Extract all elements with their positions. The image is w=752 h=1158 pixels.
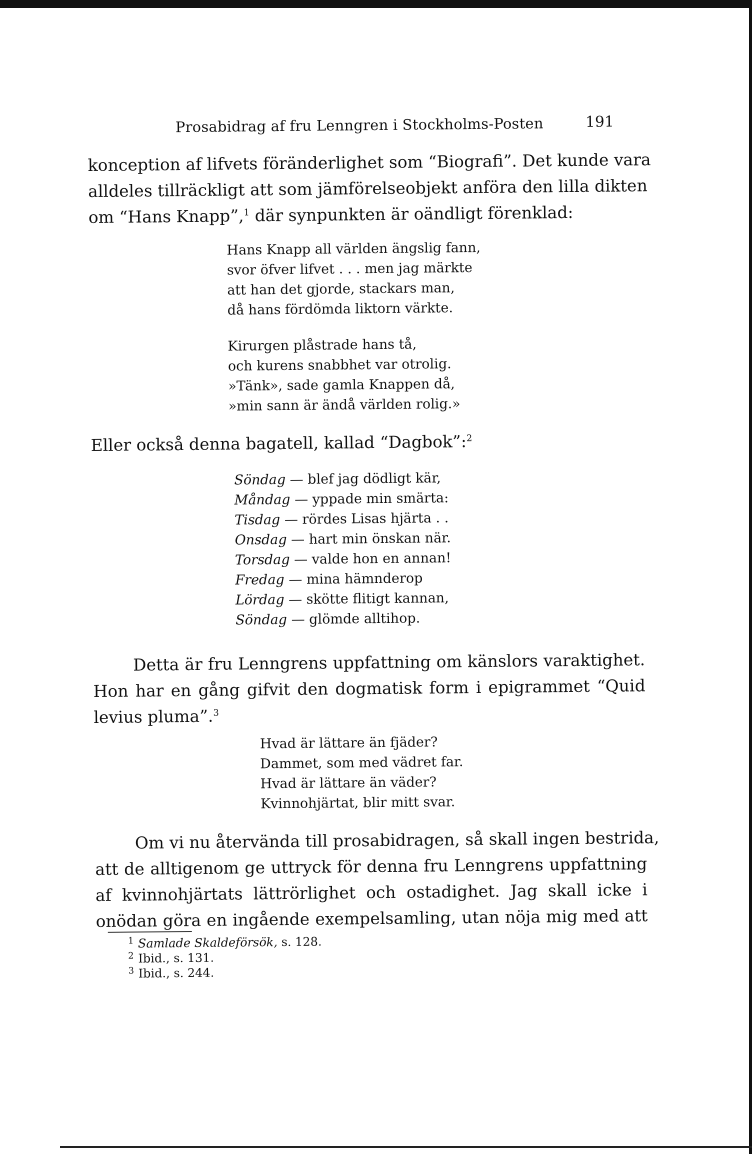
footnote-rule bbox=[108, 931, 192, 933]
dagbok-line-text: — yppade min smärta: bbox=[290, 490, 449, 508]
page-number: 191 bbox=[585, 112, 615, 131]
dagbok-line-text: — blef jag dödligt kär, bbox=[285, 470, 442, 488]
weekday: Söndag bbox=[235, 611, 288, 629]
footnote-mark: 1 bbox=[127, 936, 134, 947]
dagbok-line bbox=[235, 589, 449, 609]
running-head: Prosabidrag af fru Lenngren i Stockholms-Posten bbox=[175, 116, 544, 137]
poem1-line: att han det gjorde, stackars man, bbox=[227, 280, 455, 299]
epigram-line: Hvad är lättare än väder? bbox=[260, 774, 437, 793]
dagbok-line bbox=[235, 529, 451, 549]
footnote-1 bbox=[127, 934, 322, 952]
dagbok-line-text: — mina hämnderop bbox=[284, 570, 423, 589]
poem1-line: »min sann är ändå världen rolig.» bbox=[228, 396, 461, 415]
dagbok-line-text: — hart min önskan när. bbox=[286, 530, 451, 548]
poem1-line: och kurens snabbhet var otrolig. bbox=[227, 356, 452, 375]
dagbok-line-text: — valde hon en annan! bbox=[289, 550, 452, 568]
dagbok-line-text: — glömde alltihop. bbox=[286, 610, 421, 628]
weekday: Söndag bbox=[234, 471, 286, 489]
footnote-mark: 3 bbox=[128, 966, 135, 977]
epigram-line: Kvinnohjärtat, blir mitt svar. bbox=[260, 794, 456, 813]
dagbok-intro-text: Eller också denna bagatell, kallad “Dagbok”: bbox=[90, 432, 467, 456]
footnote-3 bbox=[128, 965, 215, 982]
epigram-line: Hvad är lättare än fjäder? bbox=[259, 734, 438, 753]
poem1-line: »Tänk», sade gamla Knappen då, bbox=[228, 376, 456, 395]
dagbok-intro bbox=[91, 429, 643, 457]
footnote-ref-3: 3 bbox=[213, 708, 219, 719]
footnote-mark: 2 bbox=[128, 951, 134, 962]
weekday: Måndag bbox=[234, 491, 291, 509]
footnote-text: s. 128. bbox=[277, 934, 322, 950]
weekday: Tisdag bbox=[234, 512, 281, 529]
paragraph3-line1: Detta är fru Lenngrens uppfattning om känslors varaktighet. bbox=[132, 650, 646, 675]
paragraph1-line1: konception af lifvets föränderlighet som “Biografi”. Det kunde vara bbox=[87, 150, 651, 176]
poem1-line: svor öfver lifvet . . . men jag märkte bbox=[226, 260, 473, 279]
footnote-text: Ibid., s. 244. bbox=[138, 965, 215, 981]
poem1-line: Hans Knapp all världen ängslig fann, bbox=[226, 239, 481, 259]
footnote-title: Samlade Skaldeförsök, bbox=[137, 935, 278, 951]
poem1-line: då hans fördömda liktorn värkte. bbox=[227, 300, 454, 319]
weekday: Fredag bbox=[235, 572, 285, 589]
paragraph1-line2: alldeles tillräckligt att som jämförelseobjekt anföra den lilla dikten bbox=[88, 176, 648, 202]
paragraph4-line2: att de alltigenom ge uttryck för denna fru Lenngrens uppfattning bbox=[95, 854, 648, 879]
weekday: Onsdag bbox=[234, 531, 287, 549]
paragraph3-line3 bbox=[94, 701, 646, 729]
paragraph3-line3-text: levius pluma”. bbox=[93, 706, 214, 728]
weekday: Lördag bbox=[235, 592, 285, 609]
footnote-text: Ibid., s. 131. bbox=[138, 950, 215, 966]
poem1-line: Kirurgen plåstrade hans tå, bbox=[227, 336, 417, 355]
paragraph3-line2: Hon har en gång gifvit den dogmatisk form i epigrammet “Quid bbox=[93, 676, 646, 702]
dagbok-line bbox=[235, 549, 451, 569]
dagbok-line bbox=[235, 570, 423, 590]
paragraph1-line3-end: där synpunkten är oändligt förenklad: bbox=[249, 202, 574, 226]
dagbok-line bbox=[236, 610, 421, 630]
dagbok-line bbox=[234, 469, 441, 489]
paragraph1-line3 bbox=[88, 201, 640, 229]
footnote-ref-1: 1 bbox=[243, 208, 250, 219]
paragraph1-line3-start: om “Hans Knapp”, bbox=[88, 206, 244, 228]
dagbok-line-text: — skötte flitigt kannan, bbox=[284, 590, 449, 609]
footnote-2 bbox=[128, 950, 215, 967]
footnote-ref-2: 2 bbox=[466, 434, 473, 445]
dagbok-line bbox=[234, 509, 448, 529]
epigram-line: Dammet, som med vädret far. bbox=[260, 754, 464, 773]
paragraph4-line1: Om vi nu återvända till prosabidragen, så skall ingen bestrida, bbox=[134, 828, 660, 853]
paragraph4-line3: af kvinnohjärtats lättrörlighet och ostadighet. Jag skall icke i bbox=[95, 880, 648, 905]
dagbok-line-text: — rördes Lisas hjärta . . bbox=[280, 510, 449, 529]
weekday: Torsdag bbox=[234, 551, 290, 569]
dagbok-line bbox=[234, 489, 448, 509]
paragraph4-line4: onödan göra en ingående exempelsamling, utan nöja mig med att bbox=[95, 906, 648, 931]
